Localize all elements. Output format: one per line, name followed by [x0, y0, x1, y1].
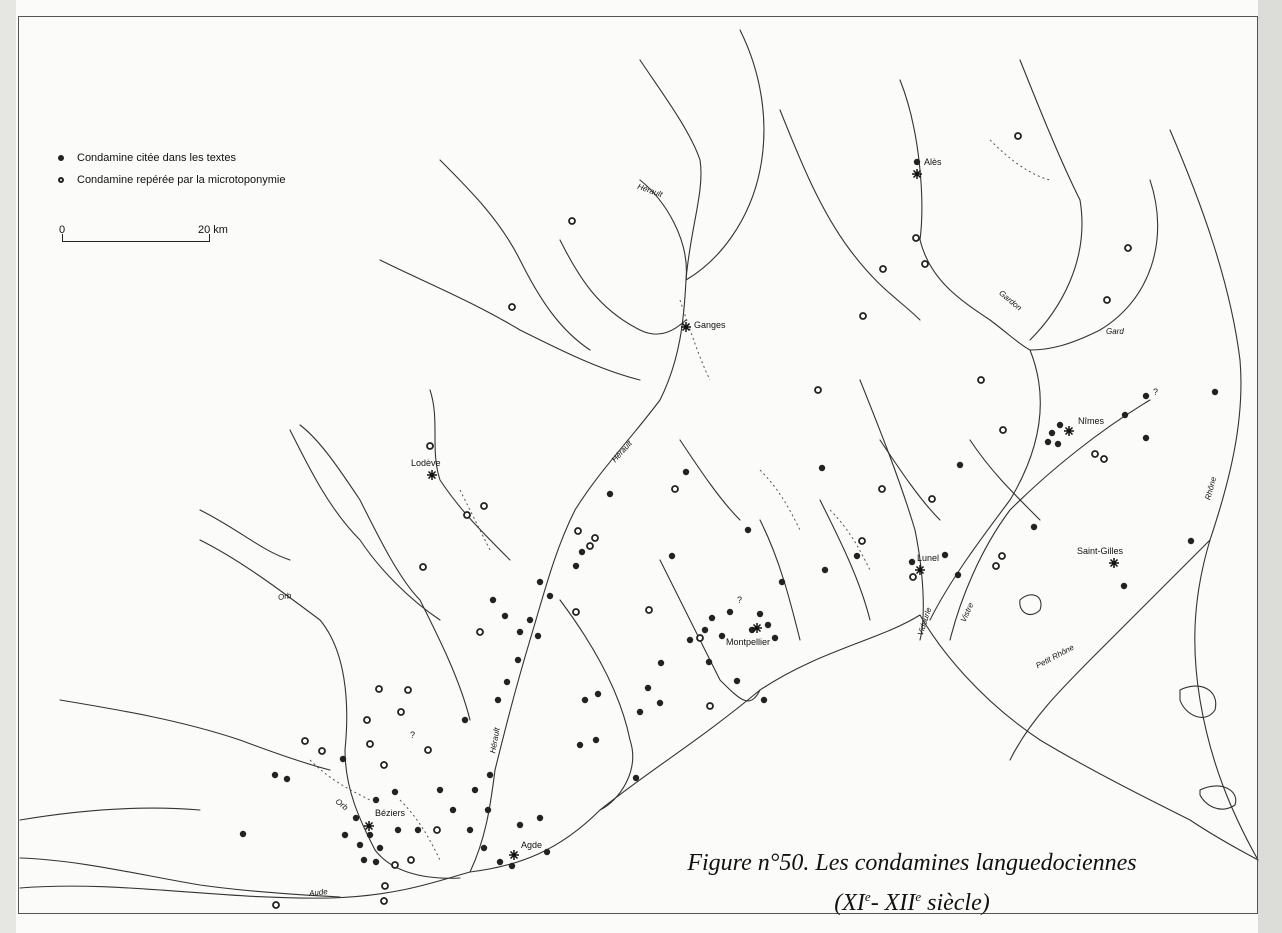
river-label-gardon: Gardon	[997, 288, 1024, 313]
cited-dot	[633, 775, 639, 781]
legend-row-microtoponymy	[58, 169, 286, 191]
uncertain-mark-beziers: ?	[410, 730, 416, 740]
cited-dot	[353, 815, 359, 821]
cited-dot	[490, 597, 496, 603]
cited-dot	[779, 579, 785, 585]
micro-dot	[367, 741, 373, 747]
micro-dot	[364, 717, 370, 723]
micro-dot	[382, 883, 388, 889]
micro-dot	[1101, 456, 1107, 462]
micro-dot	[1015, 133, 1021, 139]
cited-dot	[582, 697, 588, 703]
cited-dot	[1122, 412, 1128, 418]
micro-dot	[425, 747, 431, 753]
river-herault	[470, 180, 686, 872]
cited-dot	[579, 549, 585, 555]
micro-dot	[1000, 427, 1006, 433]
river-petit-rhone	[1010, 540, 1210, 760]
cited-dot	[822, 567, 828, 573]
town-star-lodeve	[427, 470, 437, 480]
town-label-lunel: Lunel	[917, 553, 940, 563]
micro-dot	[913, 235, 919, 241]
micro-dot	[302, 738, 308, 744]
cited-dot	[395, 827, 401, 833]
legend-cited-label: Condamine citée dans les textes	[77, 152, 236, 164]
cited-dot	[537, 579, 543, 585]
cited-dot	[593, 737, 599, 743]
cited-dot	[1121, 583, 1127, 589]
caption-part-a: (XI	[834, 890, 865, 916]
cited-dot	[854, 553, 860, 559]
cited-dot	[497, 859, 503, 865]
caption-line-2	[632, 880, 1192, 920]
cited-dot	[535, 633, 541, 639]
river-label-aude: Aude	[308, 887, 329, 898]
cited-dot	[373, 797, 379, 803]
cited-dot	[658, 660, 664, 666]
river-gard	[1030, 180, 1158, 350]
caption-sup-2: e	[915, 889, 922, 904]
cited-dot	[487, 772, 493, 778]
micro-dot	[592, 535, 598, 541]
caption-part-b: - XII	[870, 890, 916, 916]
town-star-beziers	[364, 821, 374, 831]
filled-dot-icon	[58, 155, 64, 161]
cited-dot	[367, 832, 373, 838]
cited-dot	[1045, 439, 1051, 445]
cited-dot	[515, 657, 521, 663]
cited-dot	[472, 787, 478, 793]
micro-dot	[405, 687, 411, 693]
cited-dot	[357, 842, 363, 848]
micro-dot	[434, 827, 440, 833]
river-gardon	[900, 80, 1040, 620]
town-label-ganges: Ganges	[694, 320, 726, 330]
river-label-petit-rhone: Petit Rhône	[1034, 642, 1076, 671]
town-label-ales: Alès	[924, 157, 942, 167]
town-label-lodeve: Lodève	[411, 458, 441, 468]
caption-sup-1: e	[864, 889, 871, 904]
town-label-beziers: Béziers	[375, 808, 406, 818]
micro-dot	[860, 313, 866, 319]
town-star-nimes	[1064, 426, 1074, 436]
cited-dot	[765, 622, 771, 628]
micro-dot	[922, 261, 928, 267]
town-label-nimes: Nîmes	[1078, 416, 1105, 426]
micro-dot	[408, 857, 414, 863]
river-label-rhone: Rhône	[1203, 475, 1219, 502]
cited-dot	[683, 469, 689, 475]
river-vidourle	[860, 380, 923, 640]
river-label-orb-south: Orb	[333, 796, 350, 813]
town-star-montpellier	[752, 623, 762, 633]
micro-dot	[573, 609, 579, 615]
micro-dot	[929, 496, 935, 502]
cited-dot	[462, 717, 468, 723]
micro-dot	[1104, 297, 1110, 303]
river-label-herault-north: Hérault	[636, 181, 664, 200]
micro-dot	[707, 703, 713, 709]
cited-dot	[757, 611, 763, 617]
micro-dot	[910, 574, 916, 580]
cited-dot	[687, 637, 693, 643]
town-label-montpellier: Montpellier	[726, 637, 771, 647]
river-orb	[200, 540, 460, 878]
cited-dot	[547, 593, 553, 599]
micro-dot	[879, 486, 885, 492]
micro-dot	[509, 304, 515, 310]
scale-line	[62, 241, 210, 242]
cited-dot	[377, 845, 383, 851]
cited-dot	[709, 615, 715, 621]
cited-dot	[772, 635, 778, 641]
micro-dot	[427, 443, 433, 449]
micro-dot	[273, 902, 279, 908]
cited-dot	[1055, 441, 1061, 447]
open-circle-icon	[58, 177, 64, 183]
micro-dot	[481, 503, 487, 509]
cited-dot	[502, 613, 508, 619]
micro-dot	[398, 709, 404, 715]
cited-dot	[504, 679, 510, 685]
micro-dot	[993, 563, 999, 569]
micro-dot	[569, 218, 575, 224]
micro-dot	[381, 898, 387, 904]
micro-dot	[319, 748, 325, 754]
cited-dot	[481, 845, 487, 851]
cited-dot	[272, 772, 278, 778]
uncertain-mark-montpellier: ?	[737, 595, 743, 605]
cited-dot	[495, 697, 501, 703]
cited-dot	[392, 789, 398, 795]
cited-dot	[645, 685, 651, 691]
town-label-saint-gilles: Saint-Gilles	[1077, 546, 1124, 556]
cited-dot	[719, 633, 725, 639]
micro-dot	[697, 635, 703, 641]
caption-line-1: Figure n°50. Les condamines languedociennes	[687, 850, 1137, 876]
cited-dot	[437, 787, 443, 793]
micro-dot	[859, 538, 865, 544]
river-label-orb-west: Orb	[277, 590, 293, 603]
micro-dot	[477, 629, 483, 635]
cited-dot	[914, 159, 920, 165]
cited-dot	[819, 465, 825, 471]
micro-dot	[815, 387, 821, 393]
cited-dot	[942, 552, 948, 558]
figure-caption	[632, 846, 1192, 920]
cited-dot	[284, 776, 290, 782]
legend-microtoponymy-label: Condamine repérée par la microtoponymie	[77, 174, 286, 186]
caption-part-c: siècle)	[921, 890, 990, 916]
cited-dot	[544, 849, 550, 855]
cited-dot	[527, 617, 533, 623]
cited-dot	[361, 857, 367, 863]
cited-dot	[957, 462, 963, 468]
cited-dot	[1143, 435, 1149, 441]
micro-dot	[646, 607, 652, 613]
cited-dot	[485, 807, 491, 813]
micro-dot	[880, 266, 886, 272]
cited-dot	[450, 807, 456, 813]
cited-dot	[1212, 389, 1218, 395]
cited-dot	[240, 831, 246, 837]
river-herault-upper	[640, 60, 701, 280]
town-markers	[364, 169, 1119, 860]
scale-tick-right	[209, 234, 210, 242]
town-label-agde: Agde	[521, 840, 543, 850]
micro-dot	[376, 686, 382, 692]
legend	[58, 147, 286, 191]
river-gardon-east	[1030, 200, 1082, 340]
cited-dot	[509, 863, 515, 869]
cited-dot	[657, 700, 663, 706]
town-star-lunel	[915, 565, 925, 575]
cited-dot	[669, 553, 675, 559]
town-star-ales	[912, 169, 922, 179]
legend-row-cited	[58, 147, 286, 169]
river-label-vistre: Vistre	[958, 601, 976, 624]
town-star-saint-gilles	[1109, 558, 1119, 568]
cited-dot	[373, 859, 379, 865]
cited-dot	[1031, 524, 1037, 530]
river-rhone	[1170, 130, 1258, 860]
cited-dot	[517, 629, 523, 635]
cited-dot	[340, 756, 346, 762]
cited-dot	[734, 678, 740, 684]
cited-dot	[573, 563, 579, 569]
micro-dot	[464, 512, 470, 518]
cited-dot	[342, 832, 348, 838]
scale-max-label: 20 km	[198, 224, 228, 236]
river-label-gard: Gard	[1106, 327, 1124, 336]
cited-dot	[467, 827, 473, 833]
cited-dot	[1188, 538, 1194, 544]
uncertain-mark-nimes: ?	[1153, 387, 1159, 397]
micro-dot	[672, 486, 678, 492]
dotted-stream	[990, 140, 1050, 180]
cited-dot	[1057, 422, 1063, 428]
micro-dot	[381, 762, 387, 768]
cited-dot	[607, 491, 613, 497]
micro-dot	[1125, 245, 1131, 251]
cited-dot	[702, 627, 708, 633]
cited-dot	[909, 559, 915, 565]
micro-dot	[575, 528, 581, 534]
river-label-vidourle: Vidourle	[915, 606, 934, 637]
cited-dot	[537, 815, 543, 821]
cited-dot	[1049, 430, 1055, 436]
micro-dot	[978, 377, 984, 383]
cited-dot	[517, 822, 523, 828]
cited-dot	[706, 659, 712, 665]
micro-dot	[420, 564, 426, 570]
cited-dot	[577, 742, 583, 748]
cited-dot	[727, 609, 733, 615]
micro-dot	[1092, 451, 1098, 457]
town-star-ganges	[681, 322, 691, 332]
cited-dot	[595, 691, 601, 697]
river-vistre	[950, 400, 1150, 640]
river-label-herault-south: Hérault	[488, 727, 502, 754]
cited-dot	[1143, 393, 1149, 399]
micro-dot	[587, 543, 593, 549]
town-star-agde	[509, 850, 519, 860]
scale-zero-label: 0	[59, 224, 66, 236]
micro-dot	[392, 862, 398, 868]
cited-dot	[761, 697, 767, 703]
micro-dot	[999, 553, 1005, 559]
cited-dot	[955, 572, 961, 578]
cited-dot	[415, 827, 421, 833]
cited-dot	[745, 527, 751, 533]
cited-dot	[637, 709, 643, 715]
river-label-herault-mid: Hérault	[609, 438, 634, 465]
